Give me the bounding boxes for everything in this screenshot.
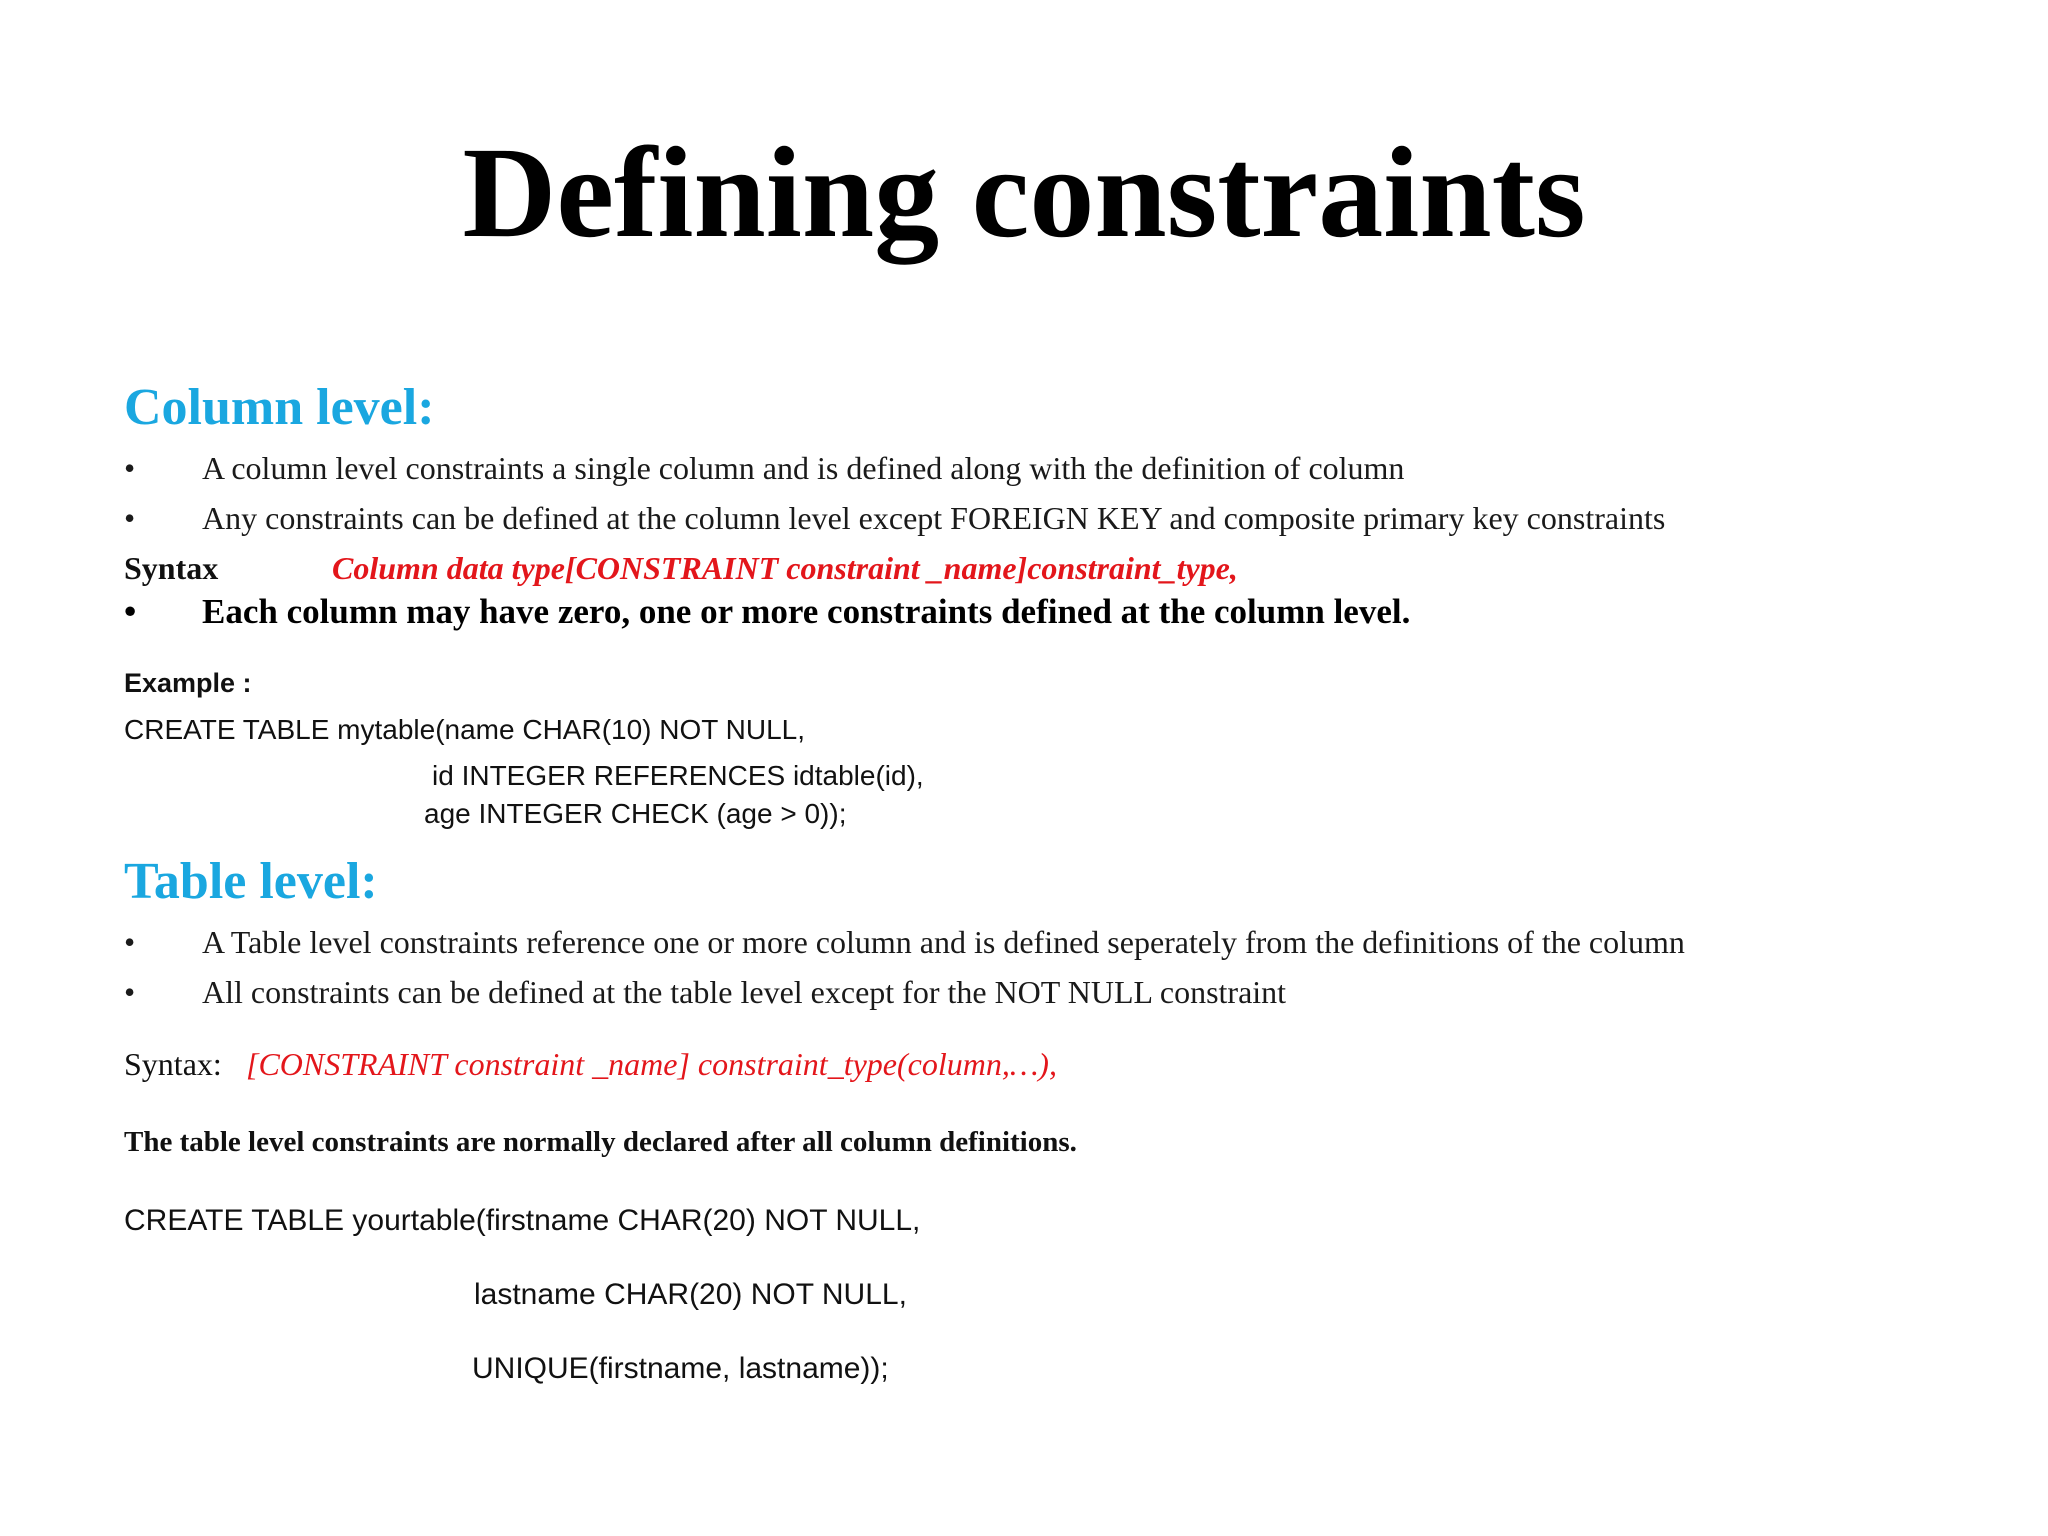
table-syntax-value: [CONSTRAINT constraint _name] constraint_type(column,…),	[246, 1046, 1057, 1082]
table-level-heading: Table level:	[124, 853, 378, 910]
column-bullet-2	[124, 502, 1665, 534]
bullet-text: A column level constraints a single column and is defined along with the definition of column	[202, 450, 1405, 486]
column-bold-bullet	[124, 594, 1410, 629]
table-bullet-1	[124, 926, 1685, 958]
column-syntax-label: Syntax	[124, 550, 219, 586]
bullet-text: All constraints can be defined at the table level except for the NOT NULL constraint	[202, 974, 1287, 1010]
column-example-code-line-3: age INTEGER CHECK (age > 0));	[424, 798, 847, 829]
table-bullet-2	[124, 976, 1286, 1008]
table-level-note: The table level constraints are normally declared after all column definitions.	[124, 1126, 1077, 1158]
column-example-code-line-2: id INTEGER REFERENCES idtable(id),	[432, 760, 924, 791]
bullet-symbol: •	[124, 592, 137, 631]
column-example-code-line-1: CREATE TABLE mytable(name CHAR(10) NOT NULL,	[124, 714, 806, 745]
bullet-symbol: •	[124, 500, 136, 536]
table-syntax-label: Syntax:	[124, 1046, 222, 1082]
example-label: Example :	[124, 668, 252, 698]
column-level-heading: Column level:	[124, 379, 435, 436]
column-syntax-value: Column data type[CONSTRAINT constraint _name]constraint_type,	[332, 550, 1238, 586]
table-example-code-line-1: CREATE TABLE yourtable(firstname CHAR(20) NOT NULL,	[124, 1204, 921, 1237]
table-example-code-line-2: lastname CHAR(20) NOT NULL,	[474, 1278, 907, 1311]
bullet-text: Each column may have zero, one or more constraints defined at the column level.	[202, 592, 1411, 631]
column-bullet-1	[124, 452, 1404, 484]
bullet-symbol: •	[124, 924, 136, 960]
table-example-code-line-3: UNIQUE(firstname, lastname));	[472, 1352, 889, 1385]
bullet-text: A Table level constraints reference one or more column and is defined seperately from the definitions of the column	[202, 924, 1685, 960]
bullet-symbol: •	[124, 450, 136, 486]
bullet-text: Any constraints can be defined at the column level except FOREIGN KEY and composite primary key constraints	[202, 500, 1666, 536]
bullet-symbol: •	[124, 974, 136, 1010]
slide-title: Defining constraints	[462, 121, 1586, 265]
